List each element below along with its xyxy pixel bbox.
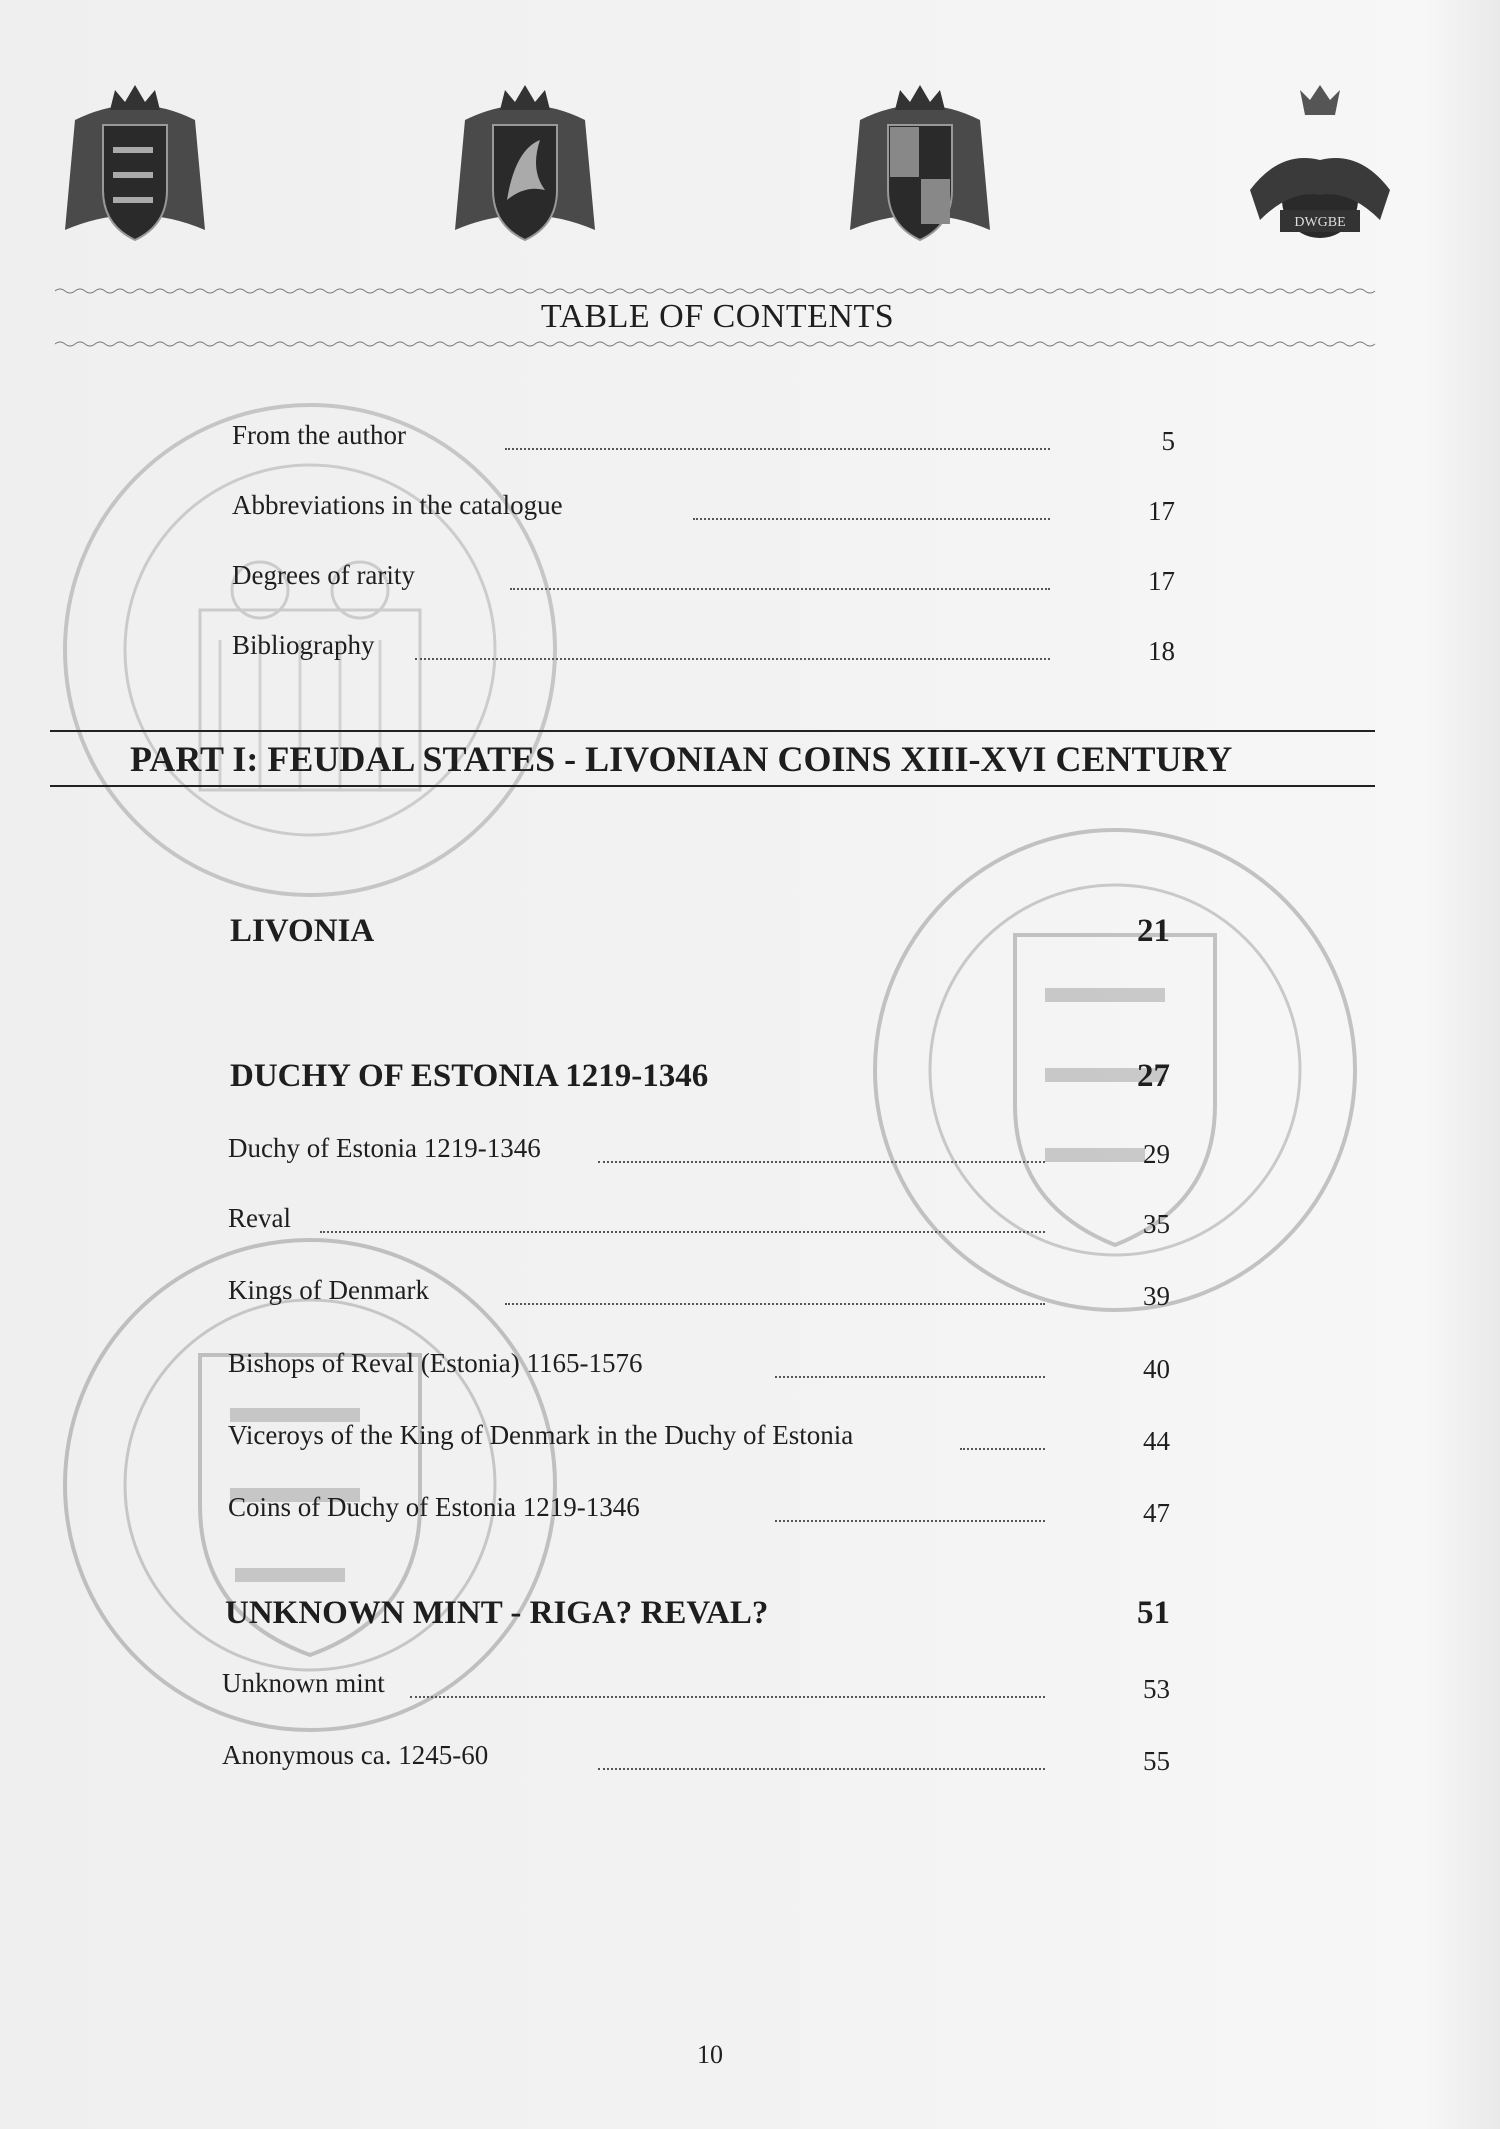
toc-section-page: 21	[1137, 913, 1170, 949]
leader-dots	[598, 1768, 1045, 1770]
toc-entry-label: From the author	[232, 420, 406, 450]
toc-entry[interactable]	[0, 1492, 1500, 1532]
leader-dots	[415, 658, 1050, 660]
page-number: 10	[697, 2040, 723, 2069]
toc-entry-page: 47	[1143, 1498, 1170, 1528]
toc-entry-label: Bibliography	[232, 630, 375, 660]
toc-entry[interactable]	[0, 1740, 1500, 1780]
coat-of-arms-three-lions-icon	[55, 80, 215, 260]
toc-entry-label: Anonymous ca. 1245-60	[222, 1740, 489, 1770]
part-rule-top	[50, 730, 1375, 732]
toc-entry-page: 35	[1143, 1209, 1170, 1239]
toc-entry-page: 18	[1148, 636, 1175, 666]
leader-dots	[598, 1161, 1045, 1163]
leader-dots	[505, 448, 1050, 450]
part-rule-bottom	[50, 785, 1375, 787]
toc-entry[interactable]	[0, 1668, 1500, 1708]
toc-entry[interactable]	[0, 420, 1500, 460]
leader-dots	[960, 1448, 1045, 1450]
toc-entry[interactable]	[0, 1203, 1500, 1243]
toc-title: TABLE OF CONTENTS	[540, 298, 895, 335]
toc-entry[interactable]	[0, 630, 1500, 670]
toc-entry-page: 39	[1143, 1281, 1170, 1311]
toc-entry-label: Reval	[228, 1203, 291, 1233]
family-crest-dwgbe-icon	[1240, 80, 1400, 260]
coat-of-arms-griffin-icon	[445, 80, 605, 260]
toc-entry-page: 40	[1143, 1354, 1170, 1384]
leader-dots	[775, 1520, 1045, 1522]
toc-entry-label: Unknown mint	[222, 1668, 385, 1698]
toc-entry[interactable]	[0, 1348, 1500, 1388]
toc-entry-label: Viceroys of the King of Denmark in the Duchy of Estonia	[228, 1420, 854, 1450]
toc-entry-label: Kings of Denmark	[228, 1275, 429, 1305]
toc-entry-label: Abbreviations in the catalogue	[232, 490, 563, 520]
toc-section-page: 27	[1137, 1058, 1170, 1094]
toc-entry-page: 53	[1143, 1674, 1170, 1704]
crest-ribbon-text: DWGBE	[1294, 215, 1346, 230]
toc-entry[interactable]	[0, 490, 1500, 530]
toc-section[interactable]	[0, 913, 1500, 953]
toc-entry-label: Bishops of Reval (Estonia) 1165-1576	[228, 1348, 643, 1378]
leader-dots	[693, 518, 1050, 520]
leader-dots	[775, 1376, 1045, 1378]
leader-dots	[510, 588, 1050, 590]
toc-entry-page: 17	[1148, 566, 1175, 596]
toc-entry-page: 29	[1143, 1139, 1170, 1169]
coat-of-arms-quartered-icon	[840, 80, 1000, 260]
toc-entry-label: Degrees of rarity	[232, 560, 415, 590]
header-rule-top	[55, 287, 1380, 295]
toc-entry-page: 17	[1148, 496, 1175, 526]
toc-entry-page: 5	[1161, 426, 1175, 456]
toc-section[interactable]	[0, 1058, 1500, 1098]
toc-entry-label: Duchy of Estonia 1219-1346	[228, 1133, 541, 1163]
toc-entry-label: Coins of Duchy of Estonia 1219-1346	[228, 1492, 640, 1522]
toc-section-label: LIVONIA	[230, 913, 375, 949]
toc-entry[interactable]	[0, 1275, 1500, 1315]
toc-section-label: DUCHY OF ESTONIA 1219-1346	[230, 1058, 709, 1094]
toc-section[interactable]	[0, 1595, 1500, 1635]
toc-entry[interactable]	[0, 560, 1500, 600]
part-title: PART I: FEUDAL STATES - LIVONIAN COINS XIII-XVI CENTURY	[130, 739, 1233, 779]
leader-dots	[320, 1231, 1045, 1233]
header-rule-bottom	[55, 340, 1380, 348]
toc-entry[interactable]	[0, 1133, 1500, 1173]
toc-entry[interactable]	[0, 1420, 1500, 1460]
leader-dots	[410, 1696, 1045, 1698]
toc-section-page: 51	[1137, 1595, 1170, 1631]
toc-section-label: UNKNOWN MINT - RIGA? REVAL?	[225, 1595, 769, 1631]
leader-dots	[505, 1303, 1045, 1305]
toc-entry-page: 44	[1143, 1426, 1170, 1456]
toc-entry-page: 55	[1143, 1746, 1170, 1776]
